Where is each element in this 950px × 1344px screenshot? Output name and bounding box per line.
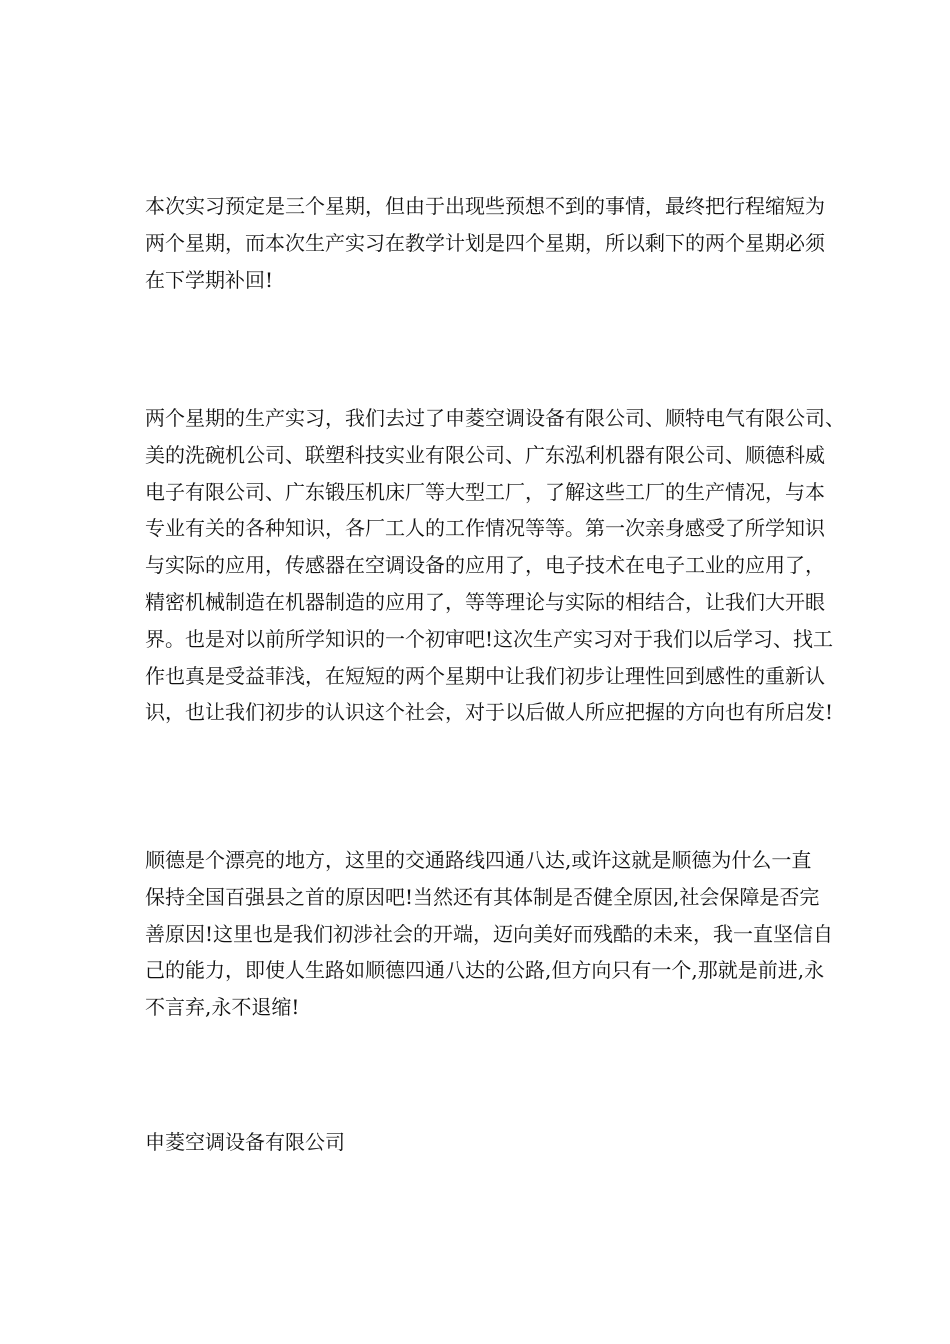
text-line: 善原因!这里也是我们初涉社会的开端，迈向美好而残酷的未来，我一直坚信自 bbox=[145, 921, 834, 946]
text-line: 专业有关的各种知识，各厂工人的工作情况等等。第一次亲身感受了所学知识 bbox=[145, 516, 825, 541]
text-line: 保持全国百强县之首的原因吧!当然还有其体制是否健全原因,社会保障是否完 bbox=[145, 884, 820, 909]
text-line: 与实际的应用，传感器在空调设备的应用了，电子技术在电子工业的应用了， bbox=[145, 553, 825, 578]
text-line: 己的能力，即使人生路如顺德四通八达的公路,但方向只有一个,那就是前进,永 bbox=[145, 958, 825, 983]
paragraph-internship-duration bbox=[145, 188, 835, 298]
text-line: 识，也让我们初步的认识这个社会，对于以后做人所应把握的方向也有所启发! bbox=[145, 700, 834, 725]
text-line: 两个星期的生产实习，我们去过了申菱空调设备有限公司、顺特电气有限公司、 bbox=[145, 406, 845, 430]
text-line: 精密机械制造在机器制造的应用了，等等理论与实际的相结合，让我们大开眼 bbox=[145, 589, 825, 614]
text-line: 申菱空调设备有限公司 bbox=[145, 1130, 345, 1154]
text-line: 顺德是个漂亮的地方，这里的交通路线四通八达,或许这就是顺德为什么一直 bbox=[145, 848, 812, 872]
text-line: 不言弃,永不退缩! bbox=[145, 995, 300, 1020]
text-line: 两个星期，而本次生产实习在教学计划是四个星期，所以剩下的两个星期必须 bbox=[145, 230, 825, 255]
paragraph-factories-visited bbox=[145, 400, 845, 731]
text-line: 本次实习预定是三个星期，但由于出现些预想不到的事情，最终把行程缩短为 bbox=[145, 194, 825, 218]
text-line: 在下学期补回! bbox=[145, 267, 274, 292]
text-line: 界。也是对以前所学知识的一个初审吧!这次生产实习对于我们以后学习、找工 bbox=[145, 626, 834, 651]
paragraph-shunde bbox=[145, 842, 835, 1026]
text-line: 美的洗碗机公司、联塑科技实业有限公司、广东泓利机器有限公司、顺德科威 bbox=[145, 442, 825, 467]
section-heading-company bbox=[145, 1124, 835, 1161]
text-line: 作也真是受益菲浅，在短短的两个星期中让我们初步让理性回到感性的重新认 bbox=[145, 663, 825, 688]
text-line: 电子有限公司、广东锻压机床厂等大型工厂，了解这些工厂的生产情况，与本 bbox=[145, 479, 825, 504]
